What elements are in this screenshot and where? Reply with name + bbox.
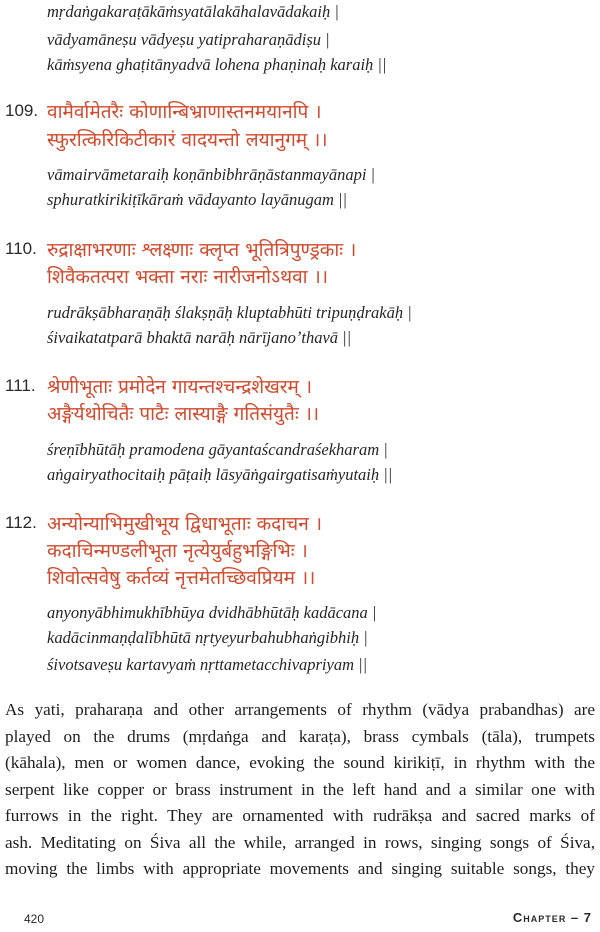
- translit-line: sphuratkirikiṭīkāraṁ vādayanto layānugam ||: [47, 190, 348, 209]
- prose-line: played on the drums (mṛdaṅga and karaṭa), brass cymbals (tāla), trumpets: [5, 726, 595, 746]
- translit-line: aṅgairyathocitaiḥ pāṭaiḥ lāsyāṅgairgatisaṁyutaiḥ ||: [47, 465, 393, 484]
- translit-line: rudrākṣābharaṇāḥ ślakṣṇāḥ kluptabhūti tripuṇḍrakāḥ |: [47, 303, 412, 322]
- prose-line: (kāhala), men or women dance, evoking the sound kirikiṭī, in rhythm with the: [5, 753, 595, 772]
- sanskrit-line: वामैर्वामेतरैः कोणान्बिभ्राणास्तनमयानपि ।: [47, 101, 322, 123]
- verse-number: 112.: [5, 513, 37, 532]
- translit-line: kāṁsyena ghaṭitānyadvā lohena phaṇinaḥ karaiḥ ||: [47, 55, 387, 74]
- commentary-paragraph: [5, 697, 595, 883]
- prose-line: furrows in the right. They are ornamented with rudrākṣa and sacred marks of: [5, 806, 595, 825]
- prose-line: moving the limbs with appropriate movements and singing suitable songs, they: [5, 859, 595, 878]
- translit-line: vāmairvāmetaraiḥ koṇānbibhrāṇāstanmayānapi |: [47, 165, 376, 184]
- page-number: 420: [24, 912, 45, 926]
- sanskrit-line: अन्योन्याभिमुखीभूय द्विधाभूताः कदाचन ।: [47, 513, 323, 535]
- verse-number: 109.: [5, 101, 39, 120]
- sanskrit-line: शिवैकतत्परा भक्ता नराः नारीजनोऽथवा ।।: [47, 266, 329, 288]
- verse-number: 110.: [5, 239, 37, 258]
- translit-line: śreṇībhūtāḥ pramodena gāyantaścandraśekharam |: [47, 440, 388, 459]
- sanskrit-line: स्फुरत्किरिकिटीकारं वादयन्तो लयानुगम् ।।: [47, 129, 328, 151]
- translit-line: anyonyābhimukhībhūya dvidhābhūtāḥ kadācana |: [47, 603, 377, 622]
- sanskrit-line: अङ्गैर्यथोचितैः पाटैः लास्याङ्गै गतिसंयुतैः ।।: [47, 403, 320, 425]
- translit-line: mṛdaṅgakaraṭākāṁsyatālakāhalavādakaiḥ |: [47, 2, 339, 21]
- sanskrit-line: श्रेणीभूताः प्रमोदेन गायन्तश्चन्द्रशेखरम् ।: [47, 376, 313, 398]
- prose-line: serpent like copper or brass instrument in the left hand and a similar one with: [5, 779, 595, 799]
- prose-line: ash. Meditating on Śiva all the while, arranged in rows, singing songs of Śiva,: [5, 832, 595, 852]
- prose-line: As yati, praharaṇa and other arrangements of rhythm (vādya prabandhas) are: [5, 700, 595, 719]
- translit-line: kadācinmaṇḍalībhūtā nṛtyeyurbahubhaṅgibhiḥ |: [47, 628, 368, 647]
- verse-number: 111.: [5, 376, 36, 395]
- translit-line: śivaikatatparā bhaktā narāḥ nārījanoʼthavā ||: [47, 328, 352, 347]
- sanskrit-line: रुद्राक्षाभरणाः श्लक्ष्णाः क्लृप्त भूतित्रिपुण्ड्रकाः ।: [47, 239, 357, 261]
- sanskrit-line: शिवोत्सवेषु कर्तव्यं नृत्तमेतच्छिवप्रियम ।।: [47, 567, 316, 589]
- translit-line: vādyamāneṣu vādyeṣu yatipraharaṇādiṣu |: [47, 30, 330, 49]
- chapter-label: Chapter – 7: [512, 910, 592, 925]
- sanskrit-line: कदाचिन्मण्डलीभूता नृत्येयुर्बहुभङ्गिभिः ।: [47, 540, 308, 562]
- translit-line: śivotsaveṣu kartavyaṁ nṛttametacchivapriyam ||: [47, 655, 368, 674]
